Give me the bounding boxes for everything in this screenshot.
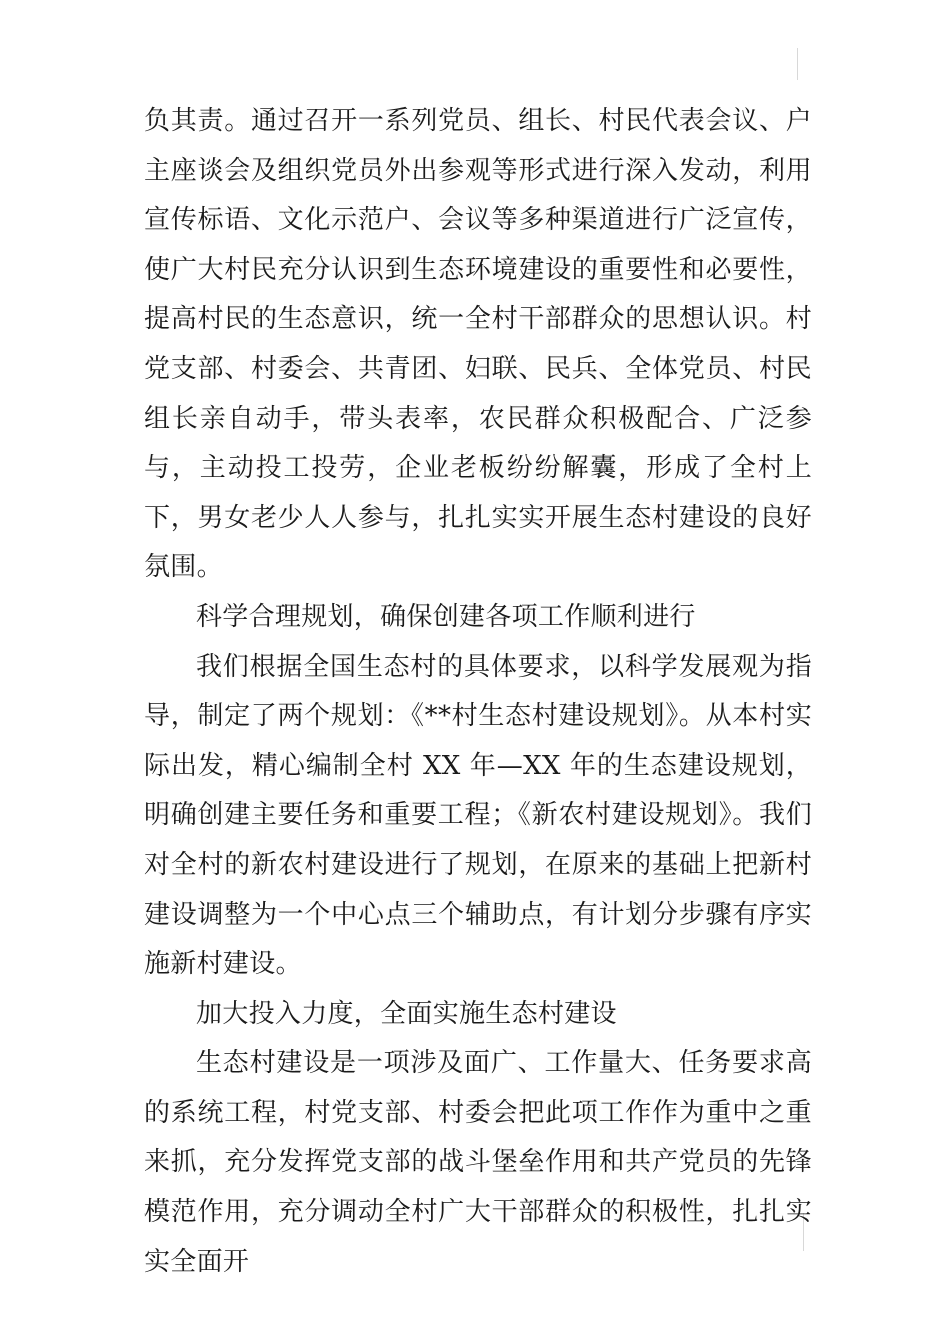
section-heading-planning: 科学合理规划，确保创建各项工作顺利进行	[196, 601, 696, 632]
section-heading-investment: 加大投入力度，全面实施生态村建设	[196, 998, 617, 1029]
document-body	[144, 97, 812, 1287]
paragraph-investment: 生态村建设是一项涉及面广、工作量大、任务要求高的系统工程，村党支部、村委会把此项工作作为重中之重来抓，充分发挥党支部的战斗堡垒作用和共产党员的先锋模范作用，充分调动全村广大干部群众的积极性，扎扎实实全面开	[144, 1048, 812, 1277]
paragraph-planning: 我们根据全国生态村的具体要求，以科学发展观为指导，制定了两个规划：《**村生态村建设规划》。从本村实际出发，精心编制全村 XX 年—XX 年的生态建设规划，明确创建主要任务和重要工程；《新农村建设规划》。我们对全村的新农村建设进行了规划，在原来的基础上把新村建设调整为一个中心点三个辅助点，有计划分步骤有序实施新村建设。	[144, 651, 812, 980]
paragraph-mobilization: 负其责。通过召开一系列党员、组长、村民代表会议、户主座谈会及组织党员外出参观等形式进行深入发动，利用宣传标语、文化示范户、会议等多种渠道进行广泛宣传，使广大村民充分认识到生态环境建设的重要性和必要性，提高村民的生态意识，统一全村干部群众的思想认识。村党支部、村委会、共青团、妇联、民兵、全体党员、村民组长亲自动手，带头表率，农民群众积极配合、广泛参与，主动投工投劳，企业老板纷纷解囊，形成了全村上下，男女老少人人参与，扎扎实实开展生态村建设的良好氛围。	[144, 106, 812, 583]
page-corner-mark-top-right	[797, 48, 798, 80]
